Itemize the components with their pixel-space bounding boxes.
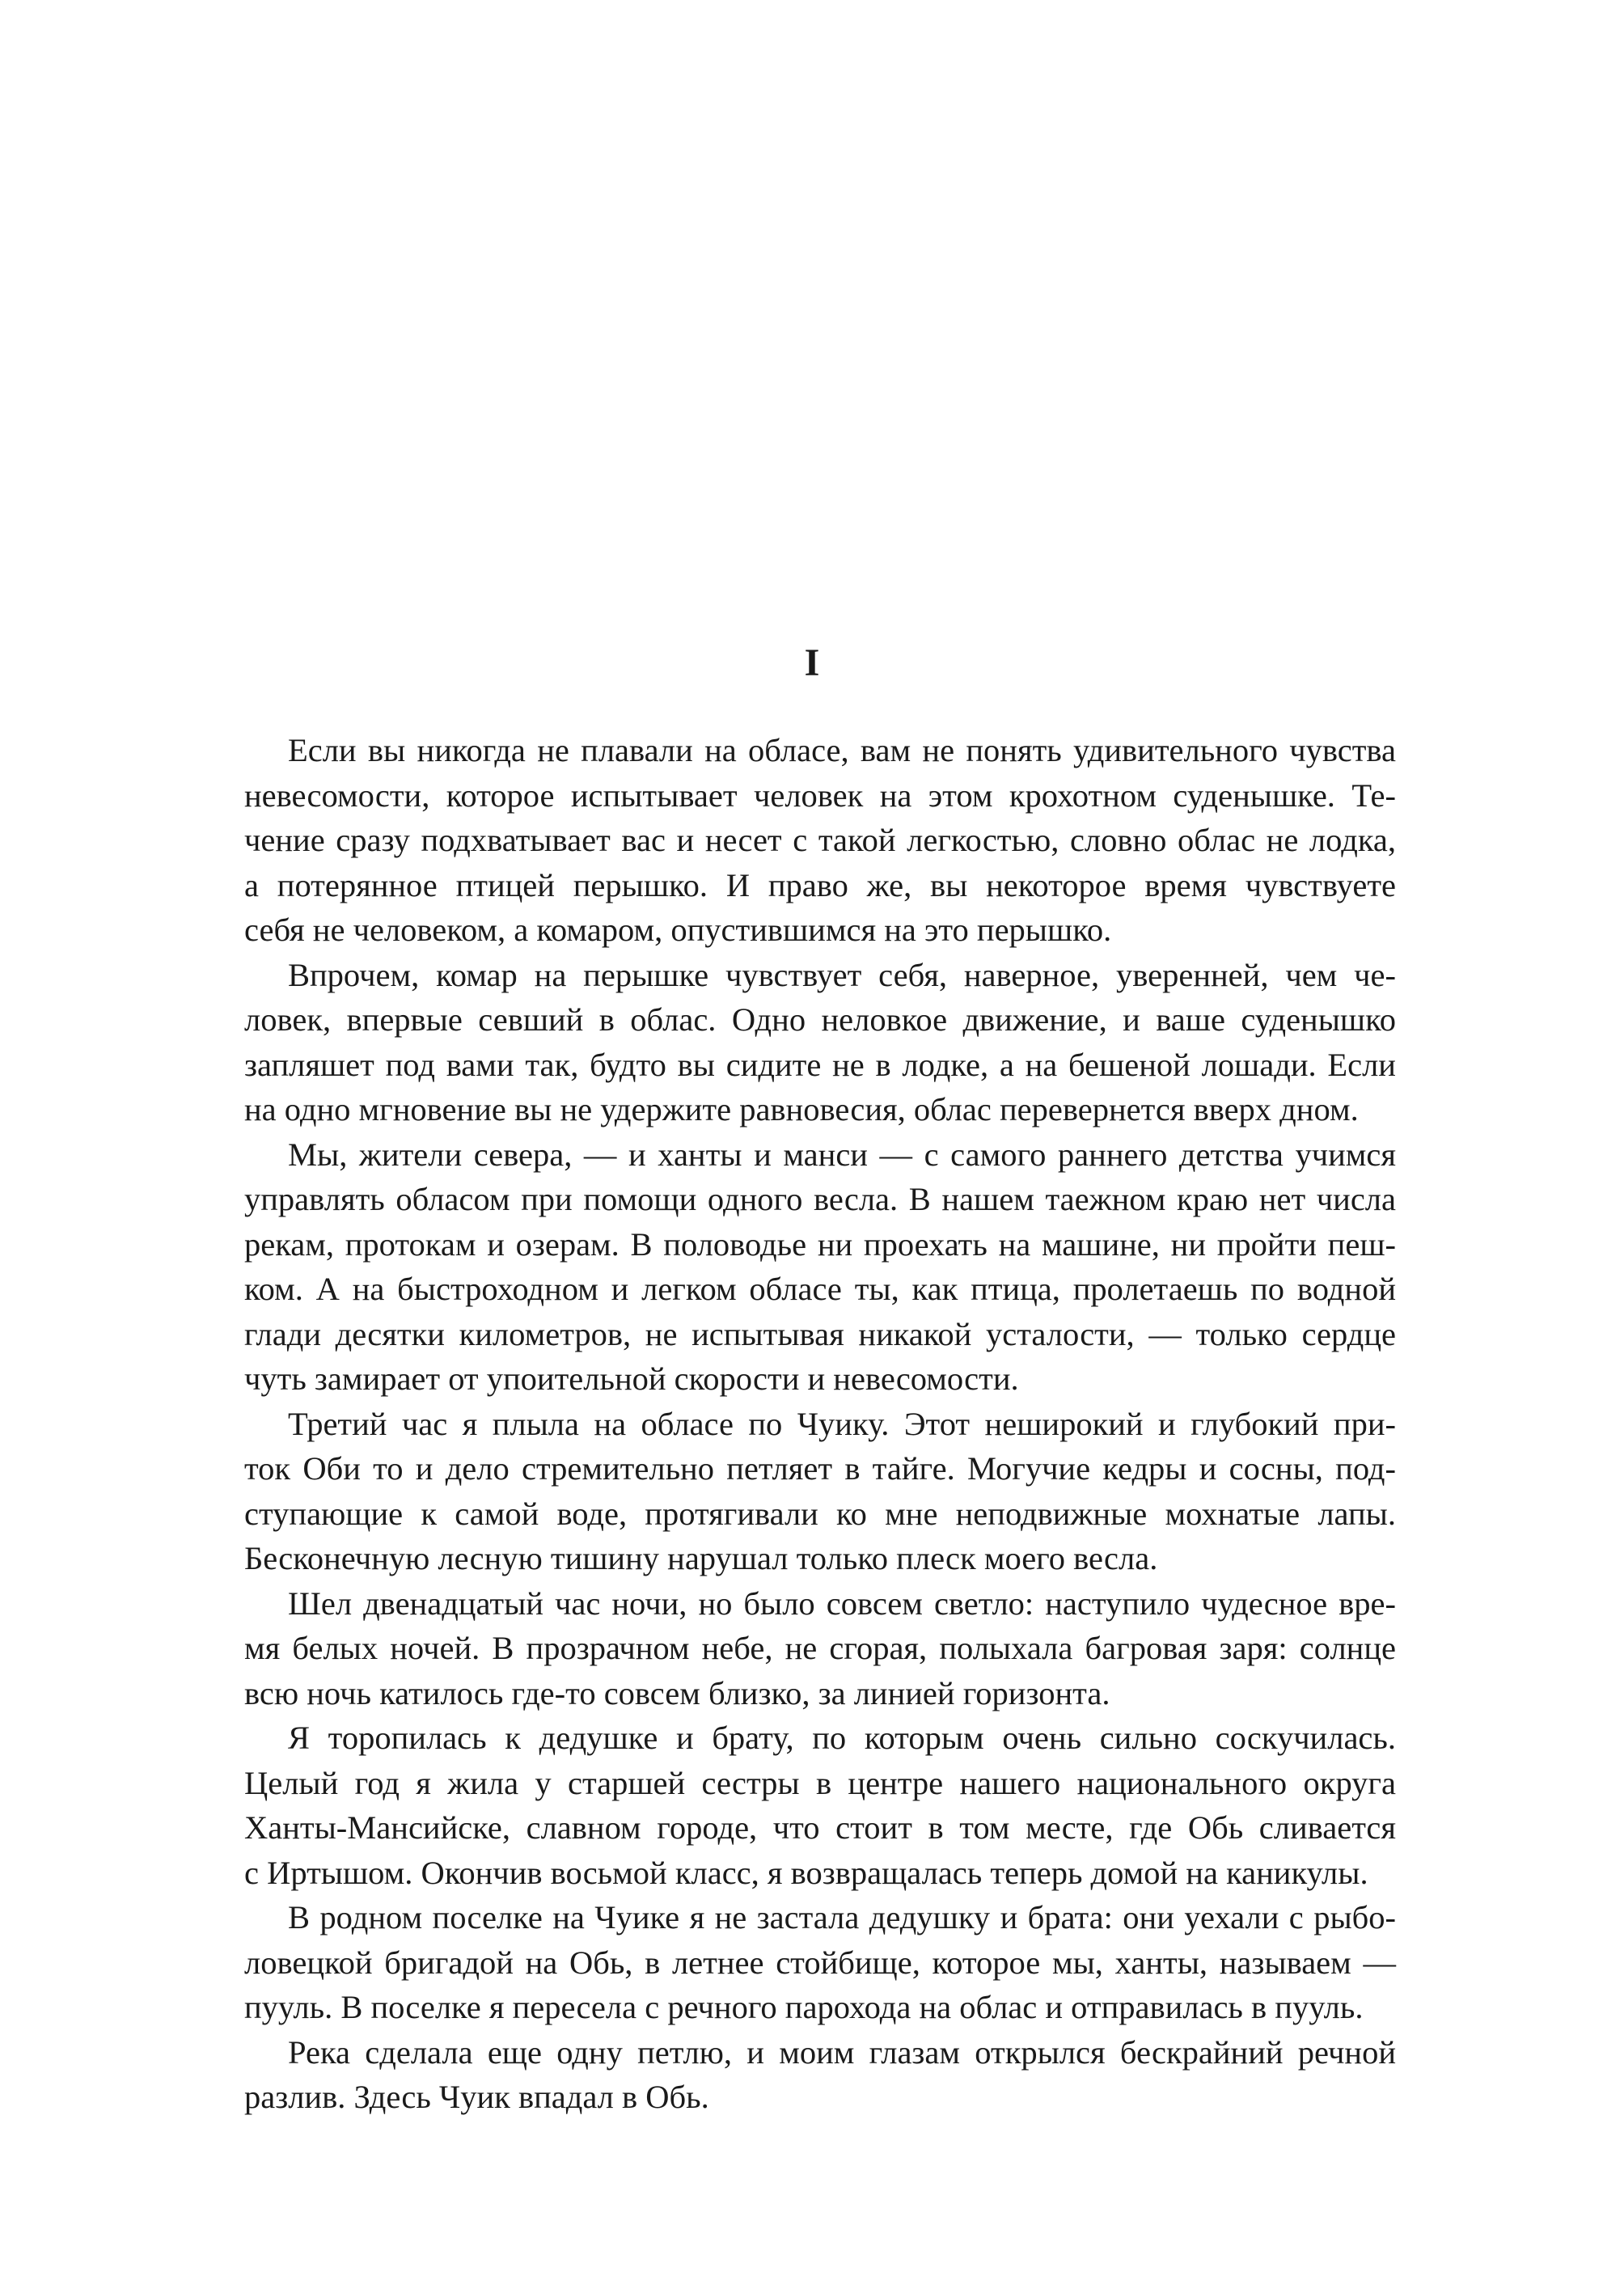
text-line: Мы, жители севера, — и ханты и манси — с самого раннего детства учимся	[288, 1136, 1396, 1173]
text-line: Река сделала еще одну петлю, и моим глазам открылся бескрайний речной	[288, 2033, 1396, 2071]
text-line: чение сразу подхватывает вас и несет с такой легкостью, словно облас не лодка,	[244, 822, 1396, 858]
text-line: себя не человеком, а комаром, опустившимся на это перышко.	[244, 912, 1112, 948]
text-line: Третий час я плыла на обласе по Чуику. Этот неширокий и глубокий при-	[288, 1405, 1396, 1442]
text-line: Бесконечную лесную тишину нарушал только плеск моего весла.	[244, 1540, 1158, 1576]
text-line: Ханты-Мансийске, славном городе, что стоит в том месте, где Обь сливается	[244, 1809, 1396, 1846]
text-line: ток Оби то и дело стремительно петляет в тайге. Могучие кедры и сосны, под-	[244, 1450, 1396, 1487]
text-line: ком. А на быстроходном и легком обласе ты, как птица, пролетаешь по водной	[244, 1271, 1396, 1307]
text-line: Если вы никогда не плавали на обласе, вам не понять удивительного чувства	[288, 732, 1396, 768]
chapter-text	[244, 728, 1396, 2120]
text-line: рекам, протокам и озерам. В половодье ни проехать на машине, ни пройти пеш-	[244, 1225, 1396, 1263]
text-line: с Иртышом. Окончив восьмой класс, я возвращалась теперь домой на каникулы.	[244, 1854, 1368, 1891]
text-line: невесомости, которое испытывает человек на этом крохотном суденышке. Те-	[244, 776, 1396, 814]
text-line: глади десятки километров, не испытывая никакой усталости, — только сердце	[244, 1315, 1396, 1352]
text-line: ступающие к самой воде, протягивали ко мне неподвижные мохнатые лапы.	[244, 1495, 1396, 1532]
text-line: Целый год я жила у старшей сестры в центре нашего национального округа	[244, 1764, 1396, 1801]
text-line: на одно мгновение вы не удержите равновесия, облас перевернется вверх дном.	[244, 1091, 1359, 1127]
text-line: В родном поселке на Чуике я не застала дедушку и брата: они уехали с рыбо-	[288, 1899, 1396, 1936]
text-line: Шел двенадцатый час ночи, но было совсем светло: наступило чудесное вре-	[288, 1584, 1396, 1622]
text-line: Я торопилась к дедушке и брату, по которым очень сильно соскучилась.	[288, 1720, 1396, 1756]
text-line: а потерянное птицей перышко. И право же, вы некоторое время чувствуете	[244, 866, 1396, 903]
text-line: мя белых ночей. В прозрачном небе, не сгорая, полыхала багровая заря: солнце	[244, 1630, 1396, 1666]
text-line: чуть замирает от упоительной скорости и невесомости.	[244, 1360, 1019, 1397]
text-line: всю ночь катилось где-то совсем близко, за линией горизонта.	[244, 1674, 1110, 1711]
text-line: ловецкой бригадой на Обь, в летнее стойбище, которое мы, ханты, называем —	[244, 1944, 1396, 1981]
chapter-number: I	[804, 641, 820, 684]
text-line: разлив. Здесь Чуик впадал в Обь.	[244, 2079, 709, 2115]
text-line: управлять обласом при помощи одного весла. В нашем таежном краю нет числа	[244, 1181, 1396, 1217]
text-line: ловек, впервые севший в облас. Одно неловкое движение, и ваше суденышко	[244, 1001, 1396, 1038]
text-line: запляшет под вами так, будто вы сидите не в лодке, а на бешеной лошади. Если	[244, 1046, 1396, 1083]
text-line: Впрочем, комар на перышке чувствует себя, наверное, увереннeй, чем че-	[288, 956, 1396, 993]
text-line: пууль. В поселке я пересела с речного парохода на облас и отправилась в пууль.	[244, 1989, 1364, 2025]
